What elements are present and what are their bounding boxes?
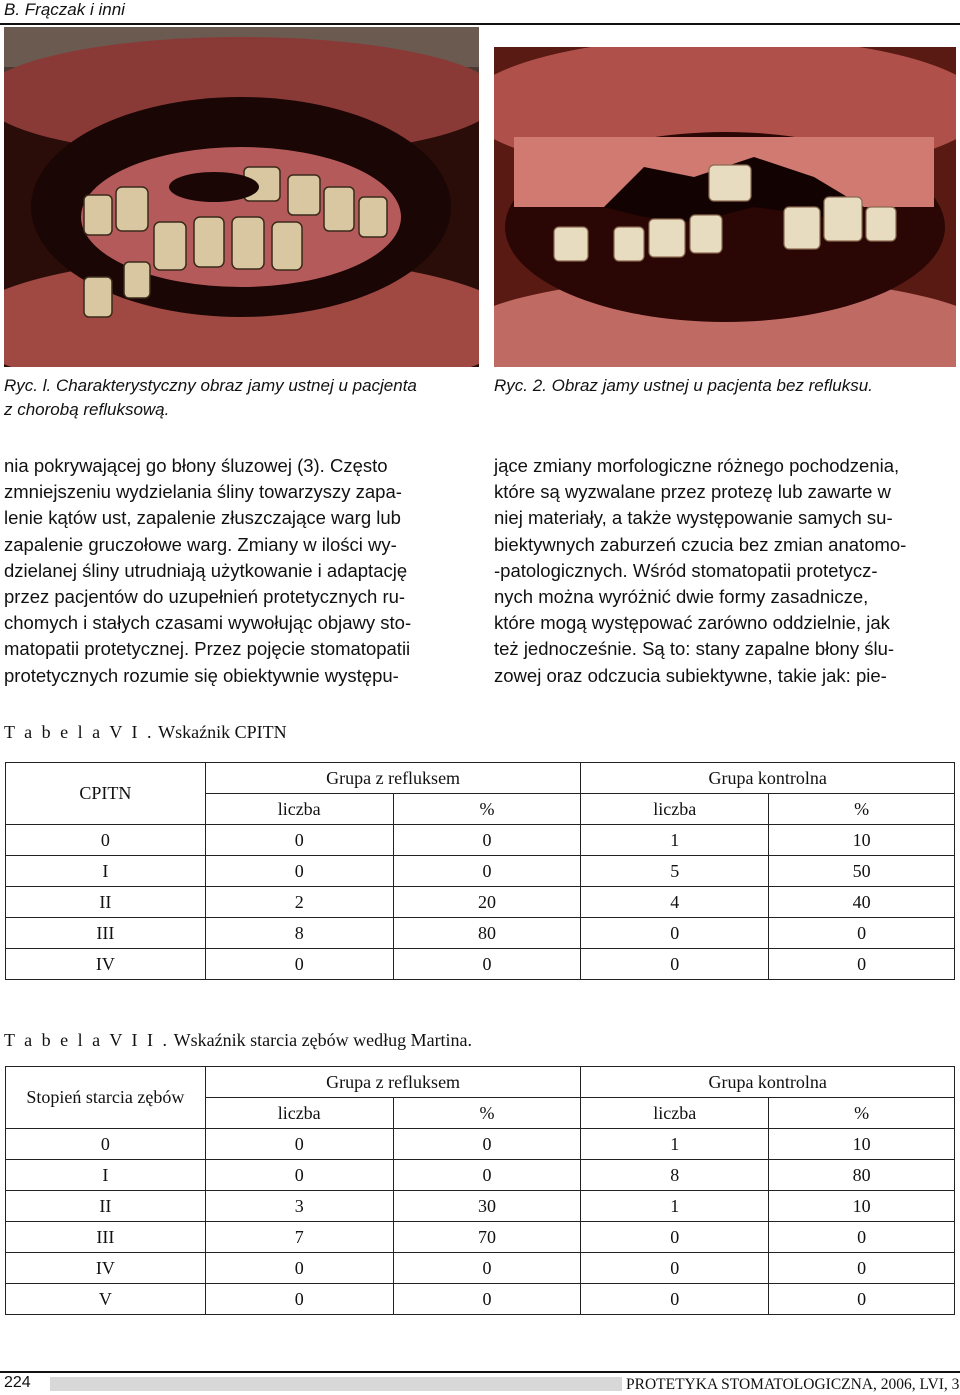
table-cell: 10 — [769, 1129, 955, 1160]
body-left-line: nia pokrywającej go błony śluzowej (3). Często — [4, 455, 388, 476]
table-cell: 8 — [205, 918, 393, 949]
journal-name: PROTETYKA STOMATOLOGICZNA, 2006, LVI, 3 — [626, 1376, 960, 1393]
table-cell: 0 — [205, 1284, 393, 1315]
table-row — [6, 918, 955, 949]
table-cell: 2 — [205, 887, 393, 918]
body-right-column — [494, 453, 956, 689]
table-7-group-reflux: Grupa z refluksem — [205, 1067, 581, 1098]
table-row — [6, 949, 955, 980]
table-7-subheader: % — [393, 1098, 581, 1129]
table-cell: 0 — [581, 1284, 769, 1315]
table-7-caption: Wskaźnik starcia zębów według Martina. — [169, 1030, 473, 1050]
body-right-line: niej materiały, a także występowanie samych su- — [494, 507, 893, 529]
table-cell: 0 — [205, 856, 393, 887]
table-cell: 0 — [205, 1160, 393, 1191]
table-cell: II — [6, 887, 206, 918]
table-7 — [5, 1066, 955, 1315]
table-cell: 0 — [6, 1129, 206, 1160]
figure-1-caption-line-2: z chorobą refluksową. — [4, 400, 170, 419]
body-left-line: matopatii protetycznej. Przez pojęcie stomatopatii — [4, 638, 411, 660]
table-cell: 0 — [769, 1222, 955, 1253]
figure-2-caption: Ryc. 2. Obraz jamy ustnej u pacjenta bez refluksu. — [494, 376, 873, 395]
body-right-line: zowej oraz odczucia subiektywne, takie jak: pie- — [494, 664, 887, 686]
body-right-line: też jednocześnie. Są to: stany zapalne błony ślu- — [494, 638, 895, 660]
body-left-line: zmniejszeniu wydzielania śliny towarzyszy zapa- — [4, 481, 402, 503]
table-6-subheader: % — [769, 794, 955, 825]
table-6 — [5, 762, 955, 980]
table-cell: 0 — [393, 1129, 581, 1160]
table-7-subheader: % — [769, 1098, 955, 1129]
table-7-subheader: liczba — [205, 1098, 393, 1129]
table-6-group-control: Grupa kontrolna — [581, 763, 955, 794]
body-right-line: nych można wyróżnić dwie formy zasadnicze, — [494, 586, 869, 608]
body-left-line: lenie kątów ust, zapalenie złuszczające warg lub — [4, 507, 401, 529]
table-cell: 0 — [205, 825, 393, 856]
table-cell: 20 — [393, 887, 581, 918]
table-row — [6, 1191, 955, 1222]
table-7-title — [4, 1030, 472, 1051]
body-right-line: biektywnych zaburzeń czucia bez zmian anatomo- — [494, 533, 907, 555]
table-cell: 40 — [769, 887, 955, 918]
table-6-subheader: liczba — [205, 794, 393, 825]
table-cell: 3 — [205, 1191, 393, 1222]
table-cell: III — [6, 918, 206, 949]
footer-bar — [50, 1377, 622, 1391]
table-cell: 10 — [769, 825, 955, 856]
table-row — [6, 1222, 955, 1253]
table-cell: 0 — [769, 1284, 955, 1315]
footer-rule — [0, 1371, 960, 1373]
body-right-line: które mogą występować zarówno oddzielnie, jak — [494, 612, 890, 634]
table-cell: 0 — [205, 949, 393, 980]
table-cell: 0 — [581, 949, 769, 980]
table-row — [6, 856, 955, 887]
table-cell: 0 — [393, 856, 581, 887]
table-cell: 0 — [205, 1253, 393, 1284]
table-6-title — [4, 722, 287, 743]
figure-1-photo — [4, 27, 479, 367]
body-left-line: dzielanej śliny utrudniają użytkowanie i adaptację — [4, 559, 408, 581]
table-cell: IV — [6, 949, 206, 980]
figure-1-caption-line-1: Ryc. l. Charakterystyczny obraz jamy ustnej u pacjenta — [4, 376, 417, 395]
table-cell: 0 — [393, 825, 581, 856]
table-cell: I — [6, 856, 206, 887]
header-rule — [0, 23, 960, 25]
table-cell: 0 — [769, 949, 955, 980]
table-row — [6, 1129, 955, 1160]
table-cell: 50 — [769, 856, 955, 887]
table-6-subheader: liczba — [581, 794, 769, 825]
body-left-line: zapalenie gruczołowe warg. Zmiany w ilości wy- — [4, 533, 397, 555]
table-cell: I — [6, 1160, 206, 1191]
table-cell: 80 — [393, 918, 581, 949]
table-cell: 7 — [205, 1222, 393, 1253]
table-cell: 0 — [769, 918, 955, 949]
figure-2-photo — [494, 47, 956, 367]
table-row — [6, 1253, 955, 1284]
table-cell: 1 — [581, 1129, 769, 1160]
body-right-line: które są wyzwalane przez protezę lub zawarte w — [494, 481, 891, 503]
table-cell: 0 — [393, 1284, 581, 1315]
table-cell: 0 — [393, 1160, 581, 1191]
table-cell: III — [6, 1222, 206, 1253]
table-6-subheader: % — [393, 794, 581, 825]
table-cell: 30 — [393, 1191, 581, 1222]
table-cell: 0 — [581, 1222, 769, 1253]
table-7-label: T a b e l a V I I . — [4, 1030, 170, 1050]
body-left-line: protetycznych rozumie się obiektywnie występu- — [4, 664, 399, 686]
table-cell: 0 — [393, 1253, 581, 1284]
table-cell: 0 — [581, 918, 769, 949]
table-6-label: T a b e l a V I . — [4, 722, 154, 742]
figure-1-caption — [4, 374, 474, 422]
table-cell: 0 — [393, 949, 581, 980]
table-7-corner-header: Stopień starcia zębów — [6, 1067, 206, 1129]
table-6-corner-header: CPITN — [6, 763, 206, 825]
table-cell: IV — [6, 1253, 206, 1284]
body-right-line: -patologicznych. Wśród stomatopatii protetycz- — [494, 559, 878, 581]
table-cell: 0 — [205, 1129, 393, 1160]
table-cell: 8 — [581, 1160, 769, 1191]
table-cell: 0 — [581, 1253, 769, 1284]
table-cell: II — [6, 1191, 206, 1222]
body-right-line: jące zmiany morfologiczne różnego pochodzenia, — [494, 455, 900, 476]
table-cell: 1 — [581, 1191, 769, 1222]
table-cell: 1 — [581, 825, 769, 856]
table-cell: 4 — [581, 887, 769, 918]
table-row — [6, 825, 955, 856]
table-7-subheader: liczba — [581, 1098, 769, 1129]
table-cell: 70 — [393, 1222, 581, 1253]
table-6-group-reflux: Grupa z refluksem — [205, 763, 581, 794]
table-cell: 10 — [769, 1191, 955, 1222]
page-number: 224 — [4, 1374, 31, 1391]
body-left-line: chomych i stałych czasami wywołując objawy sto- — [4, 612, 412, 634]
table-7-group-control: Grupa kontrolna — [581, 1067, 955, 1098]
table-row — [6, 1160, 955, 1191]
table-cell: 0 — [769, 1253, 955, 1284]
body-left-line: przez pacjentów do uzupełnień protetycznych ru- — [4, 586, 406, 608]
table-6-caption: Wskaźnik CPITN — [153, 722, 287, 742]
table-cell: V — [6, 1284, 206, 1315]
table-cell: 80 — [769, 1160, 955, 1191]
table-row — [6, 1284, 955, 1315]
table-cell: 5 — [581, 856, 769, 887]
table-cell: 0 — [6, 825, 206, 856]
body-left-column — [4, 453, 469, 689]
running-head: B. Frączak i inni — [4, 0, 125, 19]
table-row — [6, 887, 955, 918]
